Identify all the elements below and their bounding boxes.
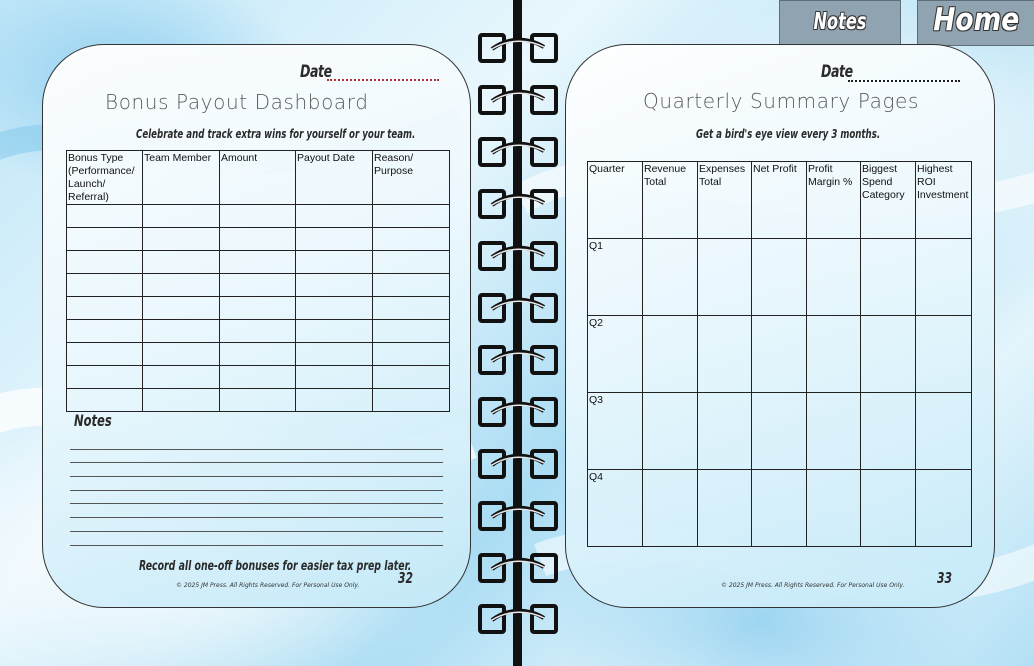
note-line[interactable] [70, 490, 443, 491]
left-date-label: Date [300, 62, 332, 82]
cell-value [807, 470, 860, 471]
table-cell[interactable] [220, 274, 296, 297]
cell-value [373, 389, 449, 390]
table-cell[interactable] [373, 366, 450, 389]
table-cell[interactable] [807, 393, 861, 470]
cell-value [373, 251, 449, 252]
table-cell[interactable] [861, 393, 916, 470]
cell-value [916, 470, 971, 471]
table-cell[interactable] [588, 393, 643, 470]
cell-value [752, 393, 806, 394]
left-page-title: Bonus Payout Dashboard [105, 90, 369, 114]
table-cell[interactable] [752, 239, 807, 316]
cell-value [698, 316, 751, 317]
table-cell[interactable] [588, 239, 643, 316]
left-footer-tip: Record all one-off bonuses for easier tax prep later. [139, 559, 412, 574]
bonus-header-cell [143, 151, 220, 205]
table-cell[interactable] [296, 228, 373, 251]
binding-ring-icon [478, 604, 558, 634]
table-cell[interactable] [220, 251, 296, 274]
table-cell[interactable] [296, 366, 373, 389]
table-cell[interactable] [296, 251, 373, 274]
cell-value [220, 205, 295, 206]
cell-value [67, 343, 142, 344]
table-cell[interactable] [588, 316, 643, 393]
table-row [588, 393, 972, 470]
table-row [67, 297, 450, 320]
cell-value [296, 343, 372, 344]
table-cell[interactable] [143, 389, 220, 412]
quarterly-header-label: Revenue Total [644, 163, 687, 188]
table-cell[interactable] [752, 470, 807, 547]
table-cell[interactable] [67, 205, 143, 228]
table-cell[interactable] [373, 251, 450, 274]
table-cell[interactable] [296, 389, 373, 412]
bonus-header-cell [220, 151, 296, 205]
quarterly-summary-table [587, 161, 972, 547]
cell-value [373, 274, 449, 275]
table-cell[interactable] [916, 393, 972, 470]
cell-value [67, 251, 142, 252]
right-copyright: © 2025 JM Press. All Rights Reserved. For Personal Use Only. [721, 582, 905, 589]
cell-value [698, 393, 751, 394]
cell-value [643, 316, 697, 317]
table-cell[interactable] [220, 366, 296, 389]
note-line[interactable] [70, 449, 443, 450]
quarterly-header-label: Profit Margin % [808, 163, 853, 188]
cell-value: Q4 [589, 471, 604, 483]
binding-ring-icon [478, 189, 558, 219]
cell-value [67, 297, 142, 298]
cell-value [296, 297, 372, 298]
cell-value [143, 366, 219, 367]
cell-value [143, 297, 219, 298]
table-row [588, 239, 972, 316]
quarterly-header-cell [807, 162, 861, 239]
table-cell[interactable] [67, 320, 143, 343]
table-cell[interactable] [373, 274, 450, 297]
cell-value [220, 274, 295, 275]
quarterly-header-label: Net Profit [753, 163, 797, 175]
bonus-header-label: Reason/ Purpose [374, 152, 414, 177]
table-row [67, 228, 450, 251]
bonus-header-label: Payout Date [297, 152, 355, 164]
cell-value [916, 239, 971, 240]
cell-value: Q2 [589, 317, 604, 329]
cell-value [296, 389, 372, 390]
cell-value [67, 205, 142, 206]
table-cell[interactable] [143, 205, 220, 228]
left-date-field[interactable] [327, 79, 439, 81]
table-cell[interactable] [373, 389, 450, 412]
cell-value [807, 239, 860, 240]
cell-value [67, 366, 142, 367]
bonus-header-cell [373, 151, 450, 205]
right-page-subtitle: Get a bird's eye view every 3 months. [696, 127, 881, 141]
quarterly-header-cell [588, 162, 643, 239]
cell-value [220, 389, 295, 390]
cell-value [67, 389, 142, 390]
cell-value [373, 343, 449, 344]
cell-value [143, 274, 219, 275]
table-cell[interactable] [698, 393, 752, 470]
cell-value [916, 316, 971, 317]
right-date-label: Date [821, 62, 853, 82]
cell-value [143, 343, 219, 344]
note-line[interactable] [70, 476, 443, 477]
cell-value [752, 239, 806, 240]
table-cell[interactable] [296, 297, 373, 320]
table-cell[interactable] [220, 228, 296, 251]
table-row [67, 251, 450, 274]
binding-ring-icon [478, 397, 558, 427]
table-cell[interactable] [143, 297, 220, 320]
cell-value [373, 228, 449, 229]
right-date-field[interactable] [848, 80, 960, 82]
cell-value [807, 316, 860, 317]
quarterly-header-label: Quarter [589, 163, 625, 175]
table-row [67, 366, 450, 389]
table-cell[interactable] [67, 274, 143, 297]
table-cell[interactable] [143, 228, 220, 251]
table-cell[interactable] [916, 239, 972, 316]
note-line[interactable] [70, 517, 443, 518]
cell-value [296, 205, 372, 206]
table-cell[interactable] [67, 297, 143, 320]
table-row [67, 205, 450, 228]
cell-value [143, 205, 219, 206]
right-page-title: Quarterly Summary Pages [643, 89, 919, 113]
binding-ring-icon [478, 501, 558, 531]
cell-value [143, 228, 219, 229]
cell-value [67, 274, 142, 275]
table-cell[interactable] [916, 316, 972, 393]
note-line[interactable] [70, 531, 443, 532]
cell-value [643, 393, 697, 394]
note-line[interactable] [70, 462, 443, 463]
table-cell[interactable] [373, 205, 450, 228]
table-cell[interactable] [643, 393, 698, 470]
table-cell[interactable] [67, 389, 143, 412]
cell-value [807, 393, 860, 394]
cell-value [220, 366, 295, 367]
cell-value [643, 239, 697, 240]
quarterly-header-cell [861, 162, 916, 239]
table-cell[interactable] [916, 470, 972, 547]
cell-value [373, 297, 449, 298]
table-cell[interactable] [698, 239, 752, 316]
cell-value [861, 470, 915, 471]
table-cell[interactable] [643, 470, 698, 547]
table-cell[interactable] [220, 320, 296, 343]
table-cell[interactable] [373, 320, 450, 343]
table-row [67, 343, 450, 366]
table-cell[interactable] [861, 239, 916, 316]
table-cell[interactable] [67, 366, 143, 389]
table-row [588, 470, 972, 547]
bonus-header-cell [296, 151, 373, 205]
table-cell[interactable] [643, 316, 698, 393]
table-cell[interactable] [752, 316, 807, 393]
home-tab[interactable]: Home [917, 0, 1034, 46]
table-row [588, 316, 972, 393]
cell-value [643, 470, 697, 471]
quarterly-header-cell [916, 162, 972, 239]
cell-value [220, 297, 295, 298]
table-cell[interactable] [67, 343, 143, 366]
binding-ring-icon [478, 553, 558, 583]
table-cell[interactable] [143, 320, 220, 343]
cell-value [752, 470, 806, 471]
cell-value [752, 316, 806, 317]
table-cell[interactable] [807, 239, 861, 316]
binding-ring-icon [478, 85, 558, 115]
table-cell[interactable] [296, 320, 373, 343]
table-cell[interactable] [373, 297, 450, 320]
quarterly-header-label: Expenses Total [699, 163, 746, 188]
bonus-header-label: Bonus Type (Performance/ Launch/ Referral) [68, 152, 135, 203]
table-cell[interactable] [67, 251, 143, 274]
cell-value [220, 251, 295, 252]
table-row [67, 320, 450, 343]
cell-value [373, 320, 449, 321]
left-page-subtitle: Celebrate and track extra wins for yourself or your team. [136, 127, 416, 141]
table-cell[interactable] [807, 470, 861, 547]
cell-value [296, 251, 372, 252]
bonus-header-label: Team Member [144, 152, 212, 164]
note-line[interactable] [70, 545, 443, 546]
table-cell[interactable] [67, 228, 143, 251]
cell-value [67, 228, 142, 229]
table-cell[interactable] [588, 470, 643, 547]
binding-ring-icon [478, 137, 558, 167]
note-line[interactable] [70, 503, 443, 504]
cell-value [220, 320, 295, 321]
table-cell[interactable] [143, 274, 220, 297]
table-cell[interactable] [143, 251, 220, 274]
cell-value [373, 366, 449, 367]
binding-ring-icon [478, 345, 558, 375]
table-row [67, 274, 450, 297]
table-cell[interactable] [296, 343, 373, 366]
table-cell[interactable] [296, 274, 373, 297]
left-copyright: © 2025 JM Press. All Rights Reserved. For Personal Use Only. [176, 582, 360, 589]
cell-value [143, 320, 219, 321]
table-cell[interactable] [143, 343, 220, 366]
cell-value: Q3 [589, 394, 604, 406]
cell-value [698, 470, 751, 471]
binding-ring-icon [478, 33, 558, 63]
quarterly-header-label: Highest ROI Investment [917, 163, 969, 201]
cell-value [296, 366, 372, 367]
table-cell[interactable] [752, 393, 807, 470]
binding-ring-icon [478, 293, 558, 323]
cell-value [861, 316, 915, 317]
cell-value [296, 274, 372, 275]
table-cell[interactable] [373, 228, 450, 251]
cell-value [143, 251, 219, 252]
bonus-payout-table [66, 150, 450, 412]
table-cell[interactable] [643, 239, 698, 316]
table-cell[interactable] [807, 316, 861, 393]
notes-label: Notes [74, 411, 112, 430]
table-cell[interactable] [861, 470, 916, 547]
left-page-number: 32 [398, 569, 414, 587]
table-cell[interactable] [861, 316, 916, 393]
cell-value [67, 320, 142, 321]
cell-value [220, 228, 295, 229]
table-cell[interactable] [143, 366, 220, 389]
table-row [67, 389, 450, 412]
bonus-header-cell [67, 151, 143, 205]
table-cell[interactable] [220, 389, 296, 412]
cell-value [861, 239, 915, 240]
binding-ring-icon [478, 241, 558, 271]
cell-value [296, 228, 372, 229]
cell-value [861, 393, 915, 394]
cell-value [373, 205, 449, 206]
cell-value [143, 389, 219, 390]
cell-value [220, 343, 295, 344]
bonus-header-label: Amount [221, 152, 258, 164]
quarterly-header-cell [752, 162, 807, 239]
cell-value: Q1 [589, 240, 604, 252]
table-cell[interactable] [296, 205, 373, 228]
table-cell[interactable] [220, 205, 296, 228]
table-cell[interactable] [698, 470, 752, 547]
quarterly-header-cell [643, 162, 698, 239]
table-cell[interactable] [373, 343, 450, 366]
binding-ring-icon [478, 449, 558, 479]
cell-value [916, 393, 971, 394]
table-cell[interactable] [698, 316, 752, 393]
quarterly-header-label: Biggest Spend Category [862, 163, 905, 201]
cell-value [296, 320, 372, 321]
cell-value [698, 239, 751, 240]
table-cell[interactable] [220, 343, 296, 366]
table-cell[interactable] [220, 297, 296, 320]
notes-section-tab[interactable]: Notes [779, 0, 901, 46]
right-page-number: 33 [937, 569, 953, 587]
quarterly-header-cell [698, 162, 752, 239]
